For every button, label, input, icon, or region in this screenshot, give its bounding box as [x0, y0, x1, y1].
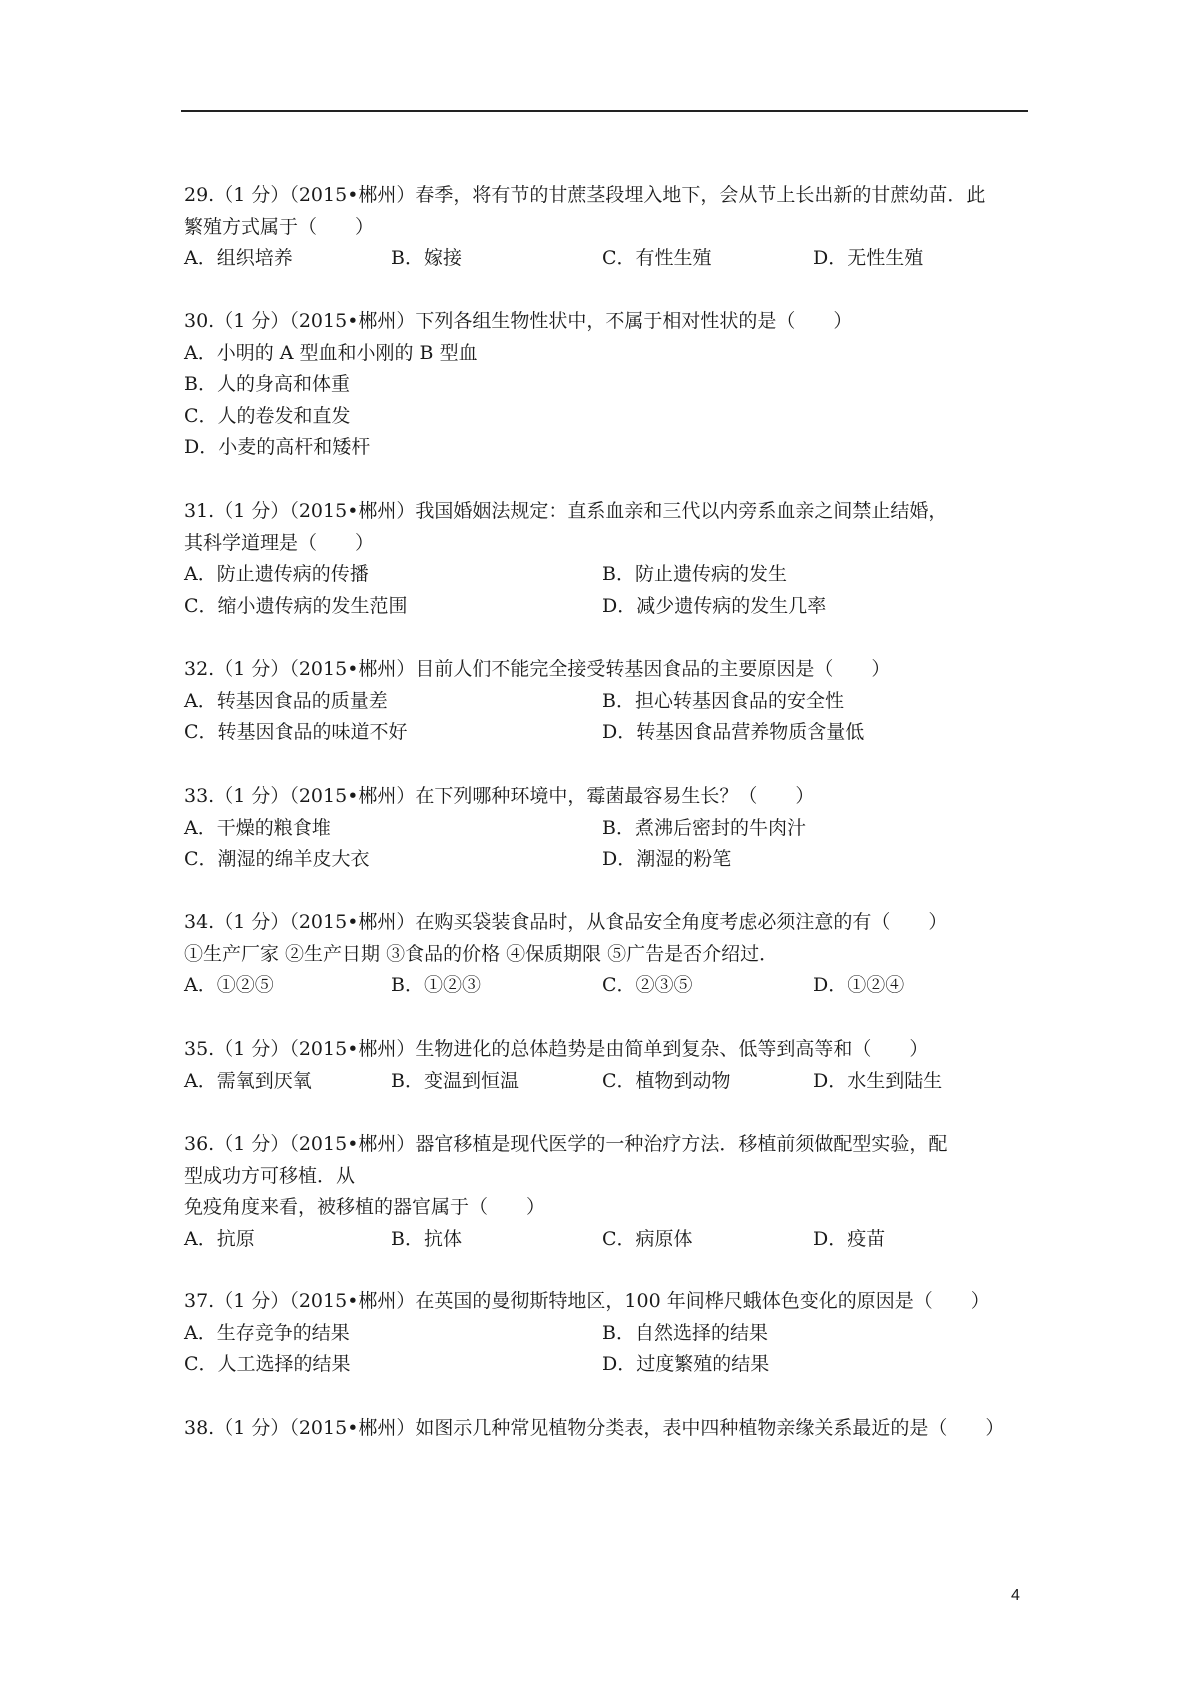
options-row	[184, 686, 1034, 718]
question-38	[184, 1413, 1034, 1445]
options-row	[184, 1066, 1034, 1098]
question-stem: 其科学道理是（ ）	[184, 531, 375, 554]
question-30	[184, 306, 1034, 464]
question-stem: 34.（1 分）（2015•郴州）在购买袋装食品时，从食品安全角度考虑必须注意的有（ ）	[184, 911, 948, 933]
question-36	[184, 1129, 1034, 1255]
option-c: C．人的卷发和直发	[184, 404, 351, 427]
option-a: A．需氧到厌氧	[184, 1069, 312, 1092]
option-b: B．人的身高和体重	[184, 373, 350, 395]
question-37	[184, 1286, 1034, 1381]
option-d: D．①②④	[813, 974, 905, 996]
question-stem: 36.（1 分）（2015•郴州）器官移植是现代医学的一种治疗方法．移植前须做配型实验，配	[184, 1133, 948, 1155]
question-stem: 31.（1 分）（2015•郴州）我国婚姻法规定：直系血亲和三代以内旁系血亲之间禁止结婚，	[184, 500, 948, 522]
option-c: C．缩小遗传病的发生范围	[184, 594, 408, 617]
option-c: C．转基因食品的味道不好	[184, 721, 408, 743]
question-stem: 38.（1 分）（2015•郴州）如图示几种常见植物分类表，表中四种植物亲缘关系最近的是（ ）	[184, 1417, 1005, 1439]
option-a: A．防止遗传病的传播	[184, 563, 369, 585]
options-row	[184, 970, 1034, 1002]
option-b: B．煮沸后密封的牛肉汁	[602, 816, 806, 839]
question-stem: ①生产厂家 ②生产日期 ③食品的价格 ④保质期限 ⑤广告是否介绍过．	[184, 942, 779, 965]
question-29	[184, 180, 1034, 275]
option-a: A．转基因食品的质量差	[184, 689, 388, 712]
option-b: B．防止遗传病的发生	[602, 563, 787, 585]
option-b: B．自然选择的结果	[602, 1321, 768, 1344]
option-c: C．②③⑤	[602, 974, 693, 996]
option-d: D．转基因食品营养物质含量低	[602, 721, 865, 743]
options-row	[184, 1224, 1034, 1256]
question-stem: 33.（1 分）（2015•郴州）在下列哪种环境中，霉菌最容易生长？（ ）	[184, 785, 815, 807]
options-row	[184, 243, 1034, 275]
option-a: A．干燥的粮食堆	[184, 816, 331, 839]
option-d: D．过度繁殖的结果	[602, 1353, 770, 1375]
option-a: A．生存竞争的结果	[184, 1321, 350, 1344]
option-d: D．小麦的高杆和矮杆	[184, 436, 371, 458]
question-stem: 免疫角度来看，被移植的器官属于（ ）	[184, 1196, 546, 1218]
page-number: 4	[1011, 1587, 1020, 1604]
question-34	[184, 907, 1034, 1002]
option-c: C．病原体	[602, 1227, 693, 1250]
option-d: D．水生到陆生	[813, 1069, 943, 1092]
option-d: D．减少遗传病的发生几率	[602, 594, 827, 617]
options-row	[184, 591, 1034, 623]
option-d: D．疫苗	[813, 1227, 886, 1250]
option-c: C．有性生殖	[602, 247, 712, 269]
question-stem: 型成功方可移植．从	[184, 1164, 356, 1187]
header-rule	[181, 110, 1028, 112]
option-d: D．无性生殖	[813, 247, 924, 269]
option-a: A．抗原	[184, 1227, 255, 1250]
option-b: B．抗体	[391, 1227, 462, 1250]
question-32	[184, 654, 1034, 749]
question-33	[184, 781, 1034, 876]
option-c: C．人工选择的结果	[184, 1353, 351, 1375]
option-b: B．①②③	[391, 974, 481, 996]
options-row	[184, 813, 1034, 845]
option-b: B．嫁接	[391, 247, 462, 269]
question-35	[184, 1034, 1034, 1097]
option-a: A．小明的 A 型血和小刚的 B 型血	[184, 341, 478, 364]
options-row	[184, 1318, 1034, 1350]
question-stem: 繁殖方式属于（ ）	[184, 215, 375, 238]
option-a: A．组织培养	[184, 247, 293, 269]
option-c: C．植物到动物	[602, 1069, 731, 1092]
options-row	[184, 559, 1034, 591]
question-stem: 35.（1 分）（2015•郴州）生物进化的总体趋势是由简单到复杂、低等到高等和（ ）	[184, 1038, 929, 1060]
options-row	[184, 1349, 1034, 1381]
options-row	[184, 717, 1034, 749]
options-row	[184, 844, 1034, 876]
question-stem: 32.（1 分）（2015•郴州）目前人们不能完全接受转基因食品的主要原因是（ ）	[184, 658, 891, 680]
question-stem: 37.（1 分）（2015•郴州）在英国的曼彻斯特地区，100 年间桦尺蛾体色变化的原因是（ ）	[184, 1290, 990, 1312]
question-stem: 29.（1 分）（2015•郴州）春季，将有节的甘蔗茎段埋入地下，会从节上长出新的甘蔗幼苗．此	[184, 184, 986, 206]
question-31	[184, 496, 1034, 622]
option-b: B．变温到恒温	[391, 1069, 519, 1092]
option-d: D．潮湿的粉笔	[602, 848, 732, 870]
question-stem: 30.（1 分）（2015•郴州）下列各组生物性状中，不属于相对性状的是（ ）	[184, 310, 853, 332]
option-b: B．担心转基因食品的安全性	[602, 689, 844, 712]
option-a: A．①②⑤	[184, 974, 274, 996]
option-c: C．潮湿的绵羊皮大衣	[184, 848, 370, 870]
